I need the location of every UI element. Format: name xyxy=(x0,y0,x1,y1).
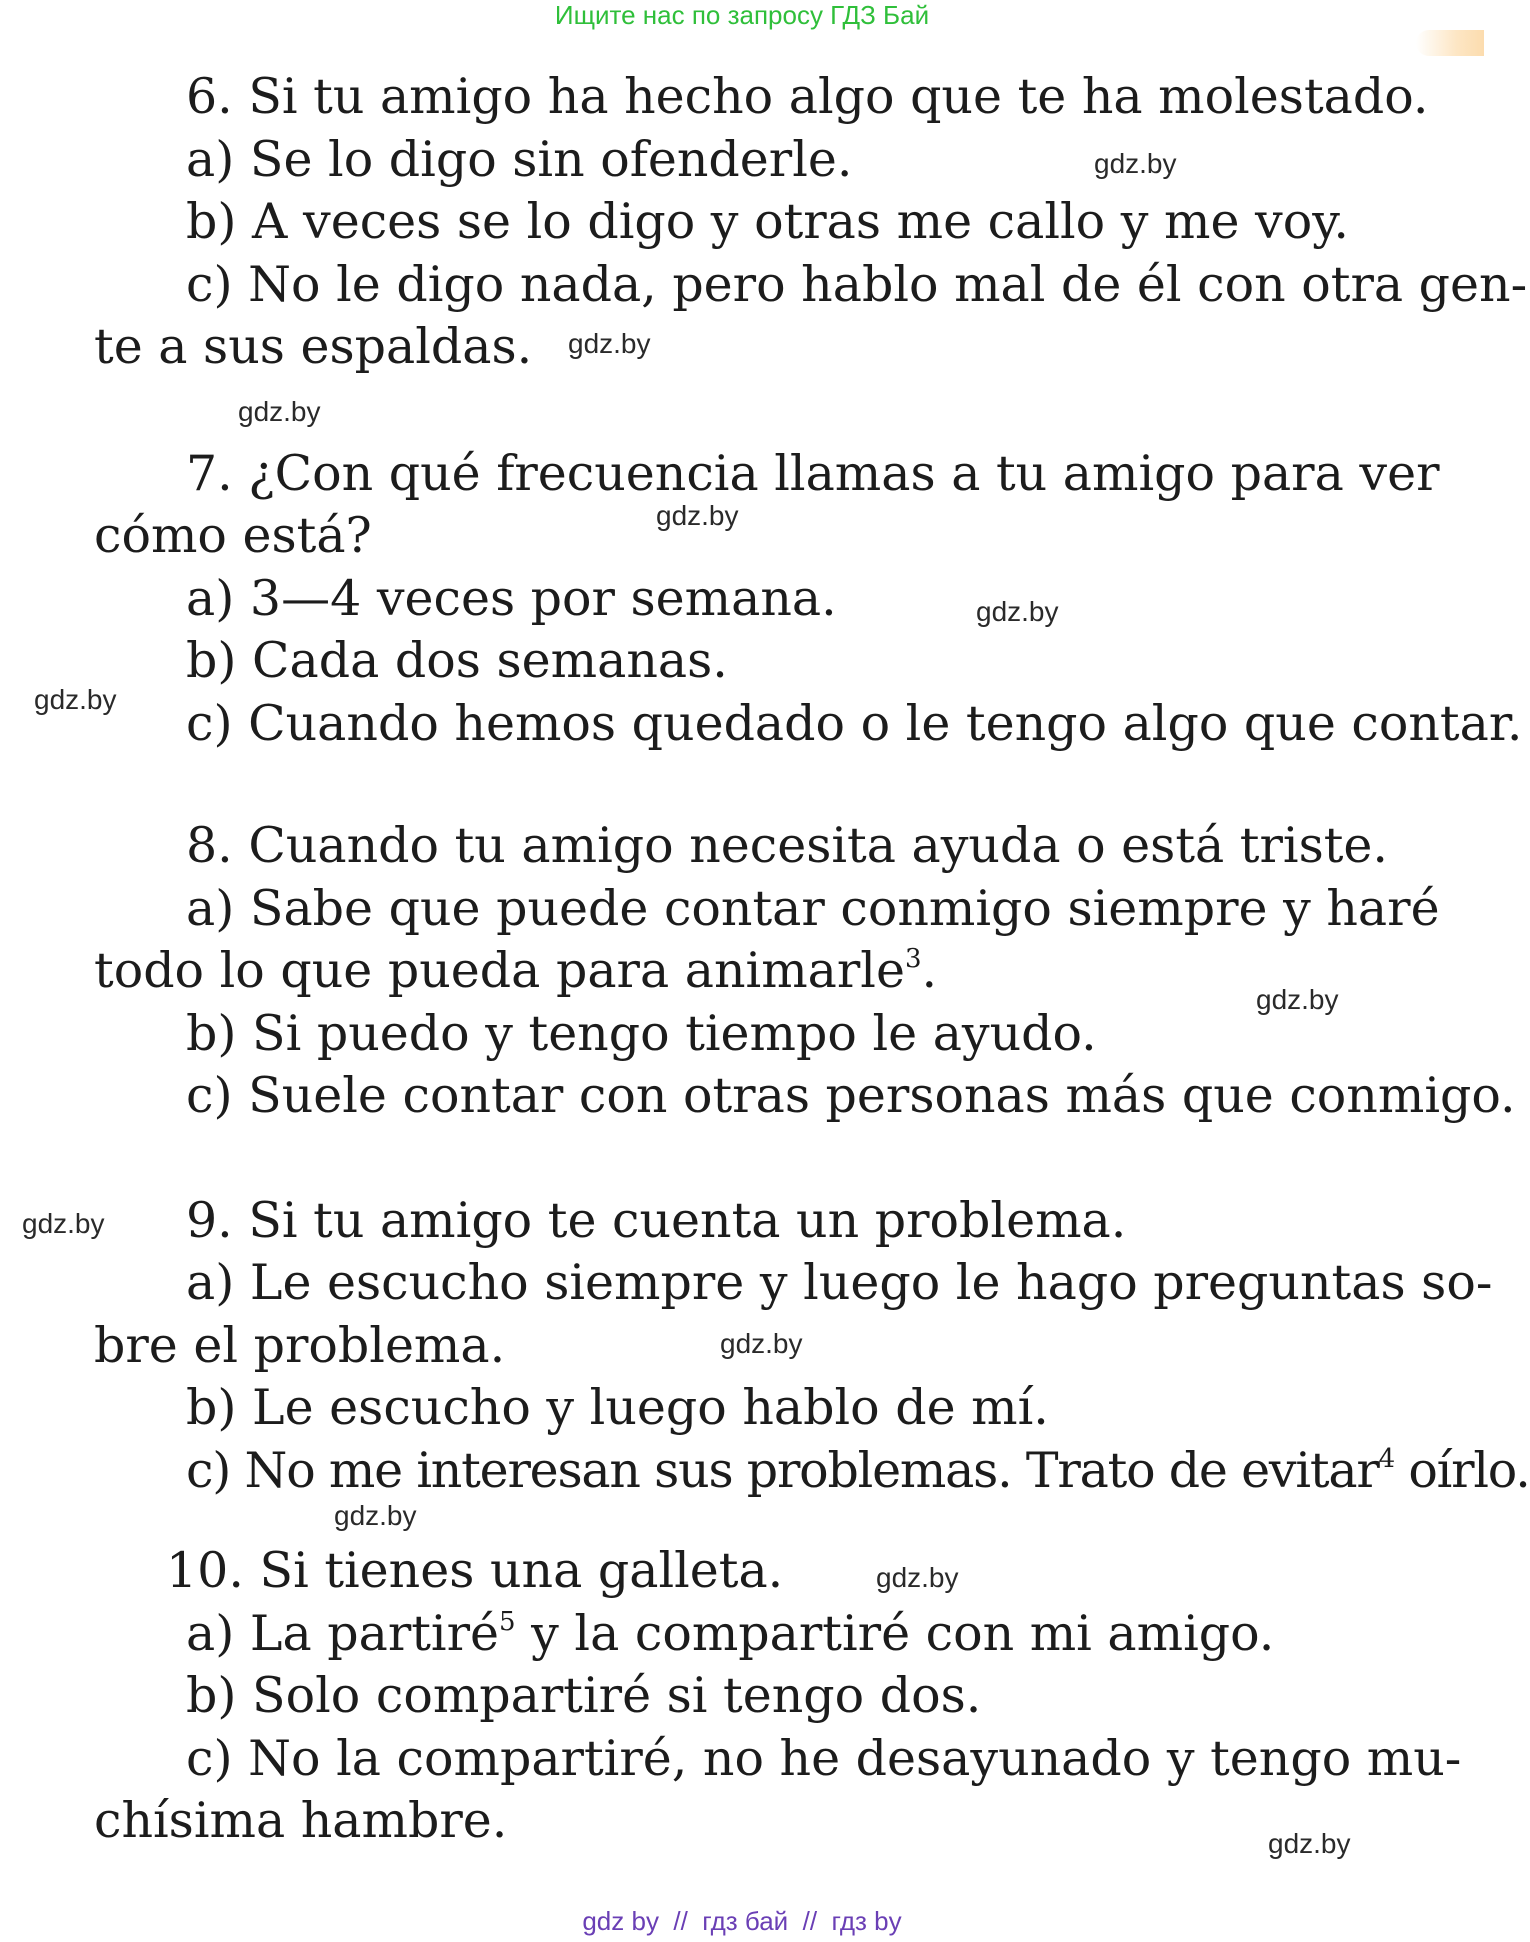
question-6 xyxy=(94,66,1528,379)
question-10 xyxy=(94,1540,1462,1853)
question-9-option-a: a) Le escucho siempre y luego le hago preguntas so- xyxy=(186,1254,1493,1311)
watermark: gdz.by xyxy=(568,328,651,359)
question-9-option-c xyxy=(94,1440,1530,1503)
question-10-option-a-end: y la compartiré con mi amigo. xyxy=(531,1604,1275,1662)
question-8-option-a-cont-text: todo lo que pueda para animarle xyxy=(94,942,905,999)
footnote-mark-5: 5 xyxy=(499,1606,516,1637)
question-10-option-c-cont: chísima hambre. xyxy=(94,1792,508,1849)
watermark: gdz.by xyxy=(656,500,739,531)
question-7-option-c: c) Cuando hemos quedado o le tengo algo que contar. xyxy=(186,694,1523,752)
question-10-option-b: b) Solo compartiré si tengo dos. xyxy=(186,1667,982,1724)
footer-links[interactable]: gdz by // гдз бай // гдз by xyxy=(582,1906,902,1936)
question-7-option-b: b) Cada dos semanas. xyxy=(186,632,728,689)
header-search-hint[interactable]: Ищите нас по запросу ГДЗ Бай xyxy=(554,0,930,30)
question-10-title: 10. Si tienes una galleta. xyxy=(166,1542,784,1599)
question-6-option-a: a) Se lo digo sin ofenderle. xyxy=(186,130,853,188)
watermark: gdz.by xyxy=(1094,148,1177,179)
question-10-option-a xyxy=(94,1603,1414,1666)
watermark: gdz.by xyxy=(720,1328,803,1359)
question-8-option-a-cont xyxy=(94,940,1414,1003)
watermark: gdz.by xyxy=(976,596,1059,627)
question-6-title: 6. Si tu amigo ha hecho algo que te ha molestado. xyxy=(186,68,1429,125)
question-7-title: 7. ¿Con qué frecuencia llamas a tu amigo para ver xyxy=(186,444,1440,502)
question-9-option-b: b) Le escucho y luego hablo de mí. xyxy=(186,1379,1049,1436)
question-10-option-a-text: a) La partiré xyxy=(186,1604,500,1662)
question-7-option-a: a) 3—4 veces por semana. xyxy=(186,569,837,627)
footnote-mark-3: 3 xyxy=(904,944,922,974)
exercise-text xyxy=(94,66,1530,1853)
question-8-option-b: b) Si puedo y tengo tiempo le ayudo. xyxy=(186,1004,1097,1062)
question-9-option-c-end: oírlo. xyxy=(1408,1441,1530,1499)
corner-tab xyxy=(1416,30,1484,56)
question-6-option-c: c) No le digo nada, pero hablo mal de él con otra gen- xyxy=(186,255,1528,313)
watermark: gdz.by xyxy=(1268,1828,1351,1859)
question-9-title: 9. Si tu amigo te cuenta un problema. xyxy=(186,1191,1127,1249)
question-9-option-c-text: c) No me interesan sus problemas. Trato de evitar xyxy=(186,1441,1379,1499)
question-7 xyxy=(94,443,1523,756)
question-8-title: 8. Cuando tu amigo necesita ayuda o está triste. xyxy=(186,817,1389,874)
question-10-option-c: c) No la compartiré, no he desayunado y tengo mu- xyxy=(186,1729,1462,1787)
question-8-option-a: a) Sabe que puede contar conmigo siempre y haré xyxy=(186,879,1440,937)
watermark: gdz.by xyxy=(34,684,117,715)
question-8-option-c: c) Suele contar con otras personas más que conmigo. xyxy=(186,1067,1516,1124)
watermark: gdz.by xyxy=(22,1208,105,1239)
watermark: gdz.by xyxy=(876,1562,959,1593)
question-8 xyxy=(94,815,1516,1128)
watermark: gdz.by xyxy=(334,1500,417,1531)
watermark: gdz.by xyxy=(1256,984,1339,1015)
watermark: gdz.by xyxy=(238,396,321,427)
question-6-option-c-cont: te a sus espaldas. xyxy=(94,318,533,375)
footnote-mark-4: 4 xyxy=(1378,1443,1394,1474)
question-8-option-a-cont-end: . xyxy=(921,942,938,999)
question-6-option-b: b) A veces se lo digo y otras me callo y me voy. xyxy=(186,193,1349,250)
question-9-option-a-cont: bre el problema. xyxy=(94,1316,506,1374)
question-7-title-cont: cómo está? xyxy=(94,507,372,564)
